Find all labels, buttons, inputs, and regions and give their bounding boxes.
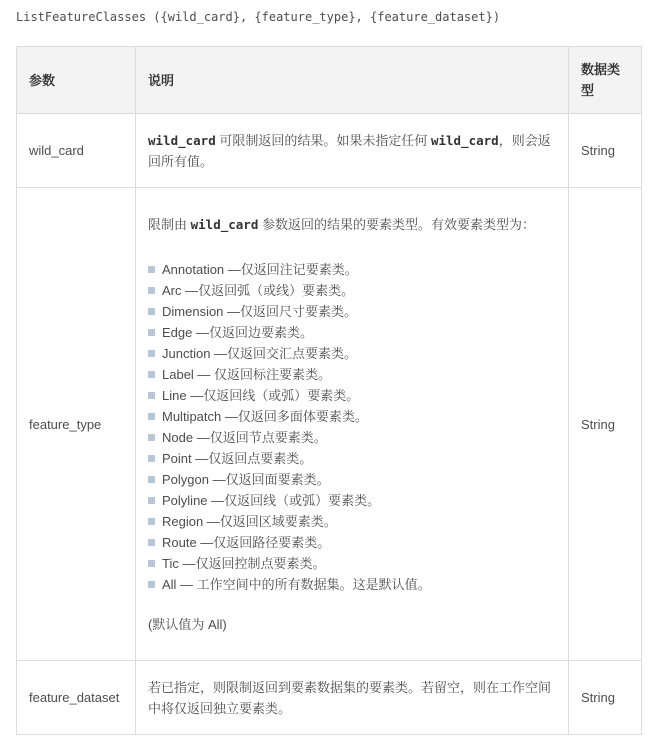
list-item: [148, 301, 556, 322]
list-item: [148, 574, 556, 595]
list-item: [148, 553, 556, 574]
square-bullet-icon: [148, 539, 155, 546]
list-item: [148, 343, 556, 364]
list-item-text: Junction —仅返回交汇点要素类。: [162, 345, 358, 361]
desc-text: 可限制返回的结果。如果未指定任何: [215, 132, 431, 148]
table-header-row: [17, 47, 642, 114]
square-bullet-icon: [148, 497, 155, 504]
inline-code: wild_card: [190, 216, 259, 232]
list-item: [148, 448, 556, 469]
desc-text: 参数返回的结果的要素类型。有效要素类型为：: [258, 216, 535, 232]
list-item-text: Polyline —仅返回线（或弧）要素类。: [162, 492, 381, 508]
square-bullet-icon: [148, 581, 155, 588]
list-item: [148, 469, 556, 490]
square-bullet-icon: [148, 266, 155, 273]
list-item: [148, 511, 556, 532]
inline-code: wild_card: [148, 132, 216, 148]
list-item-text: Route —仅返回路径要素类。: [162, 534, 331, 550]
param-type-feature-dataset: String: [569, 661, 642, 735]
list-item-text: Point —仅返回点要素类。: [162, 450, 313, 466]
default-note: (默认值为 All): [148, 616, 227, 632]
list-item-text: Tic —仅返回控制点要素类。: [162, 555, 326, 571]
list-item: [148, 364, 556, 385]
square-bullet-icon: [148, 455, 155, 462]
list-item-text: Edge —仅返回边要素类。: [162, 324, 313, 340]
parameter-table: [16, 46, 642, 735]
list-item: [148, 490, 556, 511]
list-item-text: All — 工作空间中的所有数据集。这是默认值。: [162, 576, 431, 592]
square-bullet-icon: [148, 308, 155, 315]
inline-code: wild_card: [430, 132, 499, 148]
square-bullet-icon: [148, 350, 155, 357]
param-desc-feature-type: [136, 188, 569, 661]
desc-text: 限制由: [148, 216, 191, 232]
table-row-feature-dataset: [17, 661, 642, 735]
list-item-text: Node —仅返回节点要素类。: [162, 429, 327, 445]
list-item-text: Dimension —仅返回尺寸要素类。: [162, 303, 358, 319]
table-row-feature-type: [17, 188, 642, 661]
square-bullet-icon: [148, 371, 155, 378]
param-name-feature-type: feature_type: [17, 188, 136, 661]
square-bullet-icon: [148, 287, 155, 294]
param-type-wild-card: String: [569, 114, 642, 188]
function-signature: ListFeatureClasses ({wild_card}, {feature_type}, {feature_dataset}): [16, 10, 501, 24]
square-bullet-icon: [148, 560, 155, 567]
list-item: [148, 322, 556, 343]
list-item: [148, 532, 556, 553]
square-bullet-icon: [148, 434, 155, 441]
param-name-wild-card: wild_card: [17, 114, 136, 188]
header-data-type: 数据类型: [569, 47, 642, 114]
param-type-feature-type: String: [569, 188, 642, 661]
header-description: 说明: [136, 47, 569, 114]
list-item-text: Region —仅返回区域要素类。: [162, 513, 337, 529]
list-item: [148, 427, 556, 448]
list-item: [148, 280, 556, 301]
list-item-text: Polygon —仅返回面要素类。: [162, 471, 330, 487]
list-item-text: Multipatch —仅返回多面体要素类。: [162, 408, 368, 424]
header-param: 参数: [17, 47, 136, 114]
list-item-text: Line —仅返回线（或弧）要素类。: [162, 387, 360, 403]
feature-type-list: [148, 259, 556, 595]
table-row-wild-card: [17, 114, 642, 188]
list-item-text: Label — 仅返回标注要素类。: [162, 366, 332, 382]
square-bullet-icon: [148, 518, 155, 525]
square-bullet-icon: [148, 329, 155, 336]
param-name-feature-dataset: feature_dataset: [17, 661, 136, 735]
desc-text: ，则会返回所有值。: [148, 132, 551, 169]
list-item-text: Arc —仅返回弧（或线）要素类。: [162, 282, 355, 298]
feature-type-intro: [148, 214, 556, 235]
list-item-text: Annotation —仅返回注记要素类。: [162, 261, 358, 277]
square-bullet-icon: [148, 413, 155, 420]
square-bullet-icon: [148, 392, 155, 399]
list-item: [148, 406, 556, 427]
param-desc-wild-card: [136, 114, 569, 188]
square-bullet-icon: [148, 476, 155, 483]
list-item: [148, 259, 556, 280]
list-item: [148, 385, 556, 406]
param-desc-feature-dataset: 若已指定，则限制返回到要素数据集的要素类。若留空，则在工作空间中将仅返回独立要素类。: [136, 661, 569, 735]
